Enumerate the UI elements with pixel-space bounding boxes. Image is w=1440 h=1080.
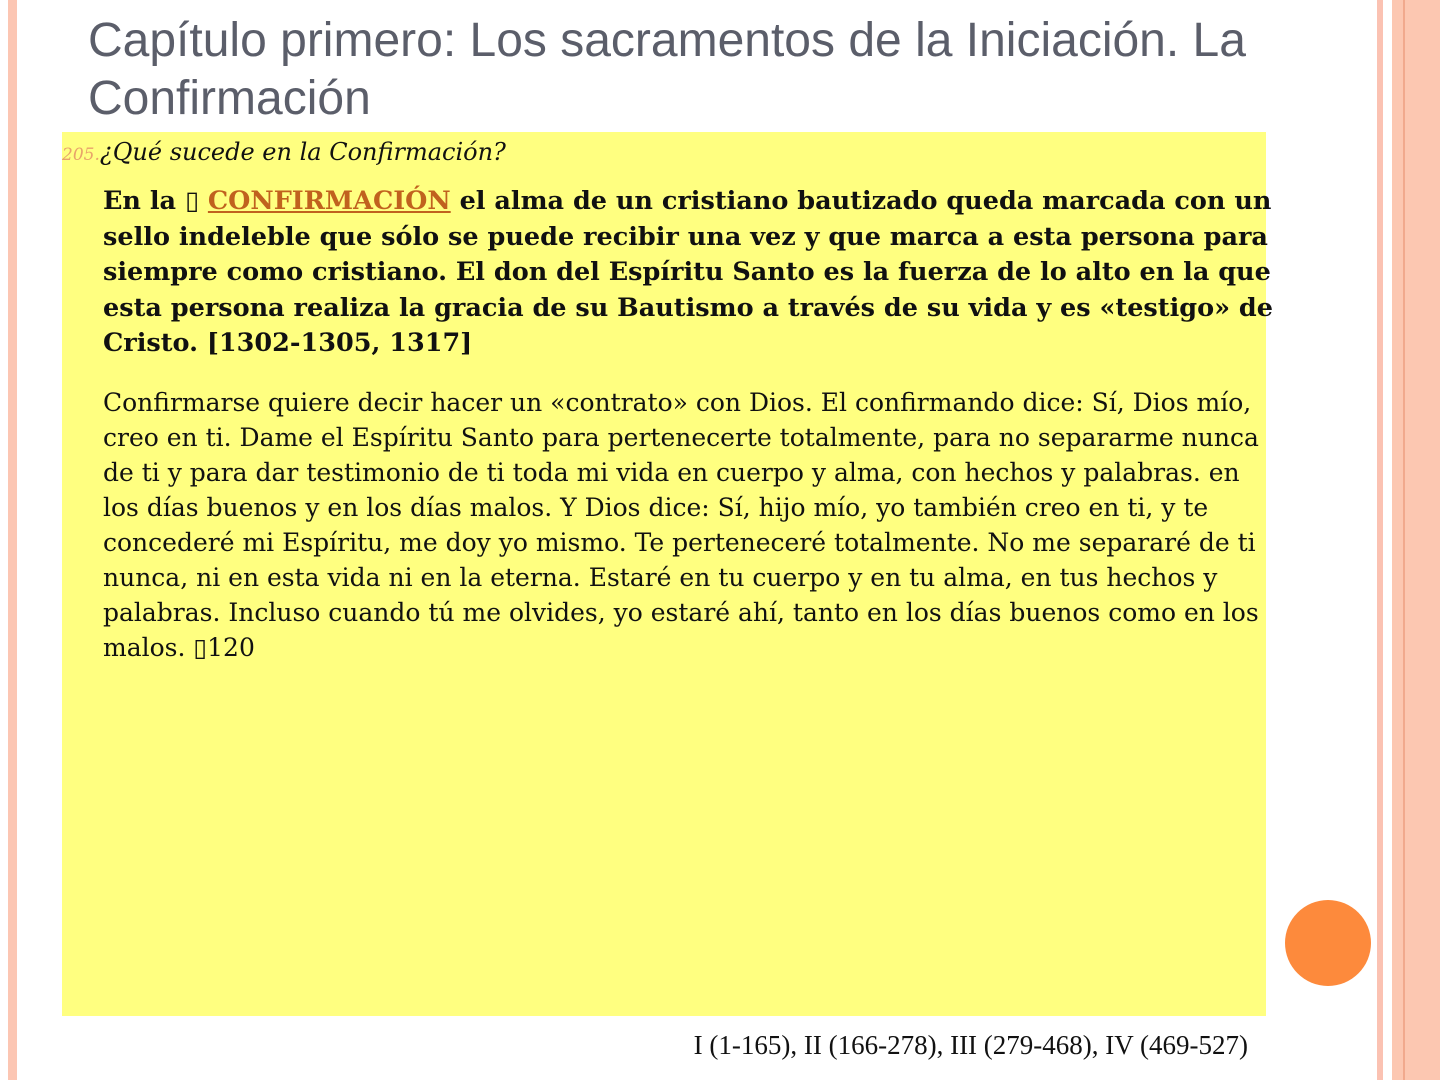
- answer-prefix: En la: [103, 186, 185, 216]
- footer-parts: I (1-165), II (166-278), III (279-468), IV (469-527): [693, 1030, 1248, 1060]
- question: [62, 138, 506, 166]
- content-box: [62, 132, 1273, 1016]
- answer-rest: el alma de un cristiano bautizado queda marcada con un sello indeleble que sólo se puede recibir una vez y que marca a esta persona para siempre como cristiano. El don del Espíritu Santo es la fuerza de lo alto en la que esta persona realiza la gracia de su Bautismo a través de su vida y es «testigo» de Cristo. [1302-1305, 1317]: [103, 186, 1273, 358]
- answer-text: [103, 184, 1273, 362]
- confirmacion-link[interactable]: CONFIRMACIÓN: [207, 186, 451, 216]
- question-number: 205.: [62, 145, 100, 165]
- explanation-paragraph: Confirmarse quiere decir hacer un «contrato» con Dios. El confirmando dice: Sí, Dios mío, creo en ti. Dame el Espíritu Santo para pertenecerte totalmente, para no separarme nunca de ti y para dar testimonio de ti toda mi vida en cuerpo y alma, con hechos y palabras. en los días buenos y en los días malos. Y Dios dice: Sí, hijo mío, yo también creo en ti, y te concederé mi Espíritu, me doy yo mismo. Te perteneceré totalmente. No me separaré de ti nunca, ni en esta vida ni en la eterna. Estaré en tu cuerpo y en tu alma, en tus hechos y palabras. Incluso cuando tú me olvides, yo estaré ahí, tanto en los días buenos como en los malos. ▯120: [103, 388, 1259, 662]
- right-border-line: [1403, 0, 1405, 1080]
- slide-title: Capítulo primero: Los sacramentos de la Iniciación. La Confirmación: [88, 14, 1246, 125]
- question-text: ¿Qué sucede en la Confirmación?: [99, 138, 506, 166]
- right-border-band: [1392, 0, 1440, 1080]
- missing-glyph-icon: ▯: [184, 186, 199, 216]
- left-border-stripe: [8, 0, 17, 1080]
- right-border-stripe: [1377, 0, 1383, 1080]
- decorative-orange-circle: [1285, 900, 1371, 986]
